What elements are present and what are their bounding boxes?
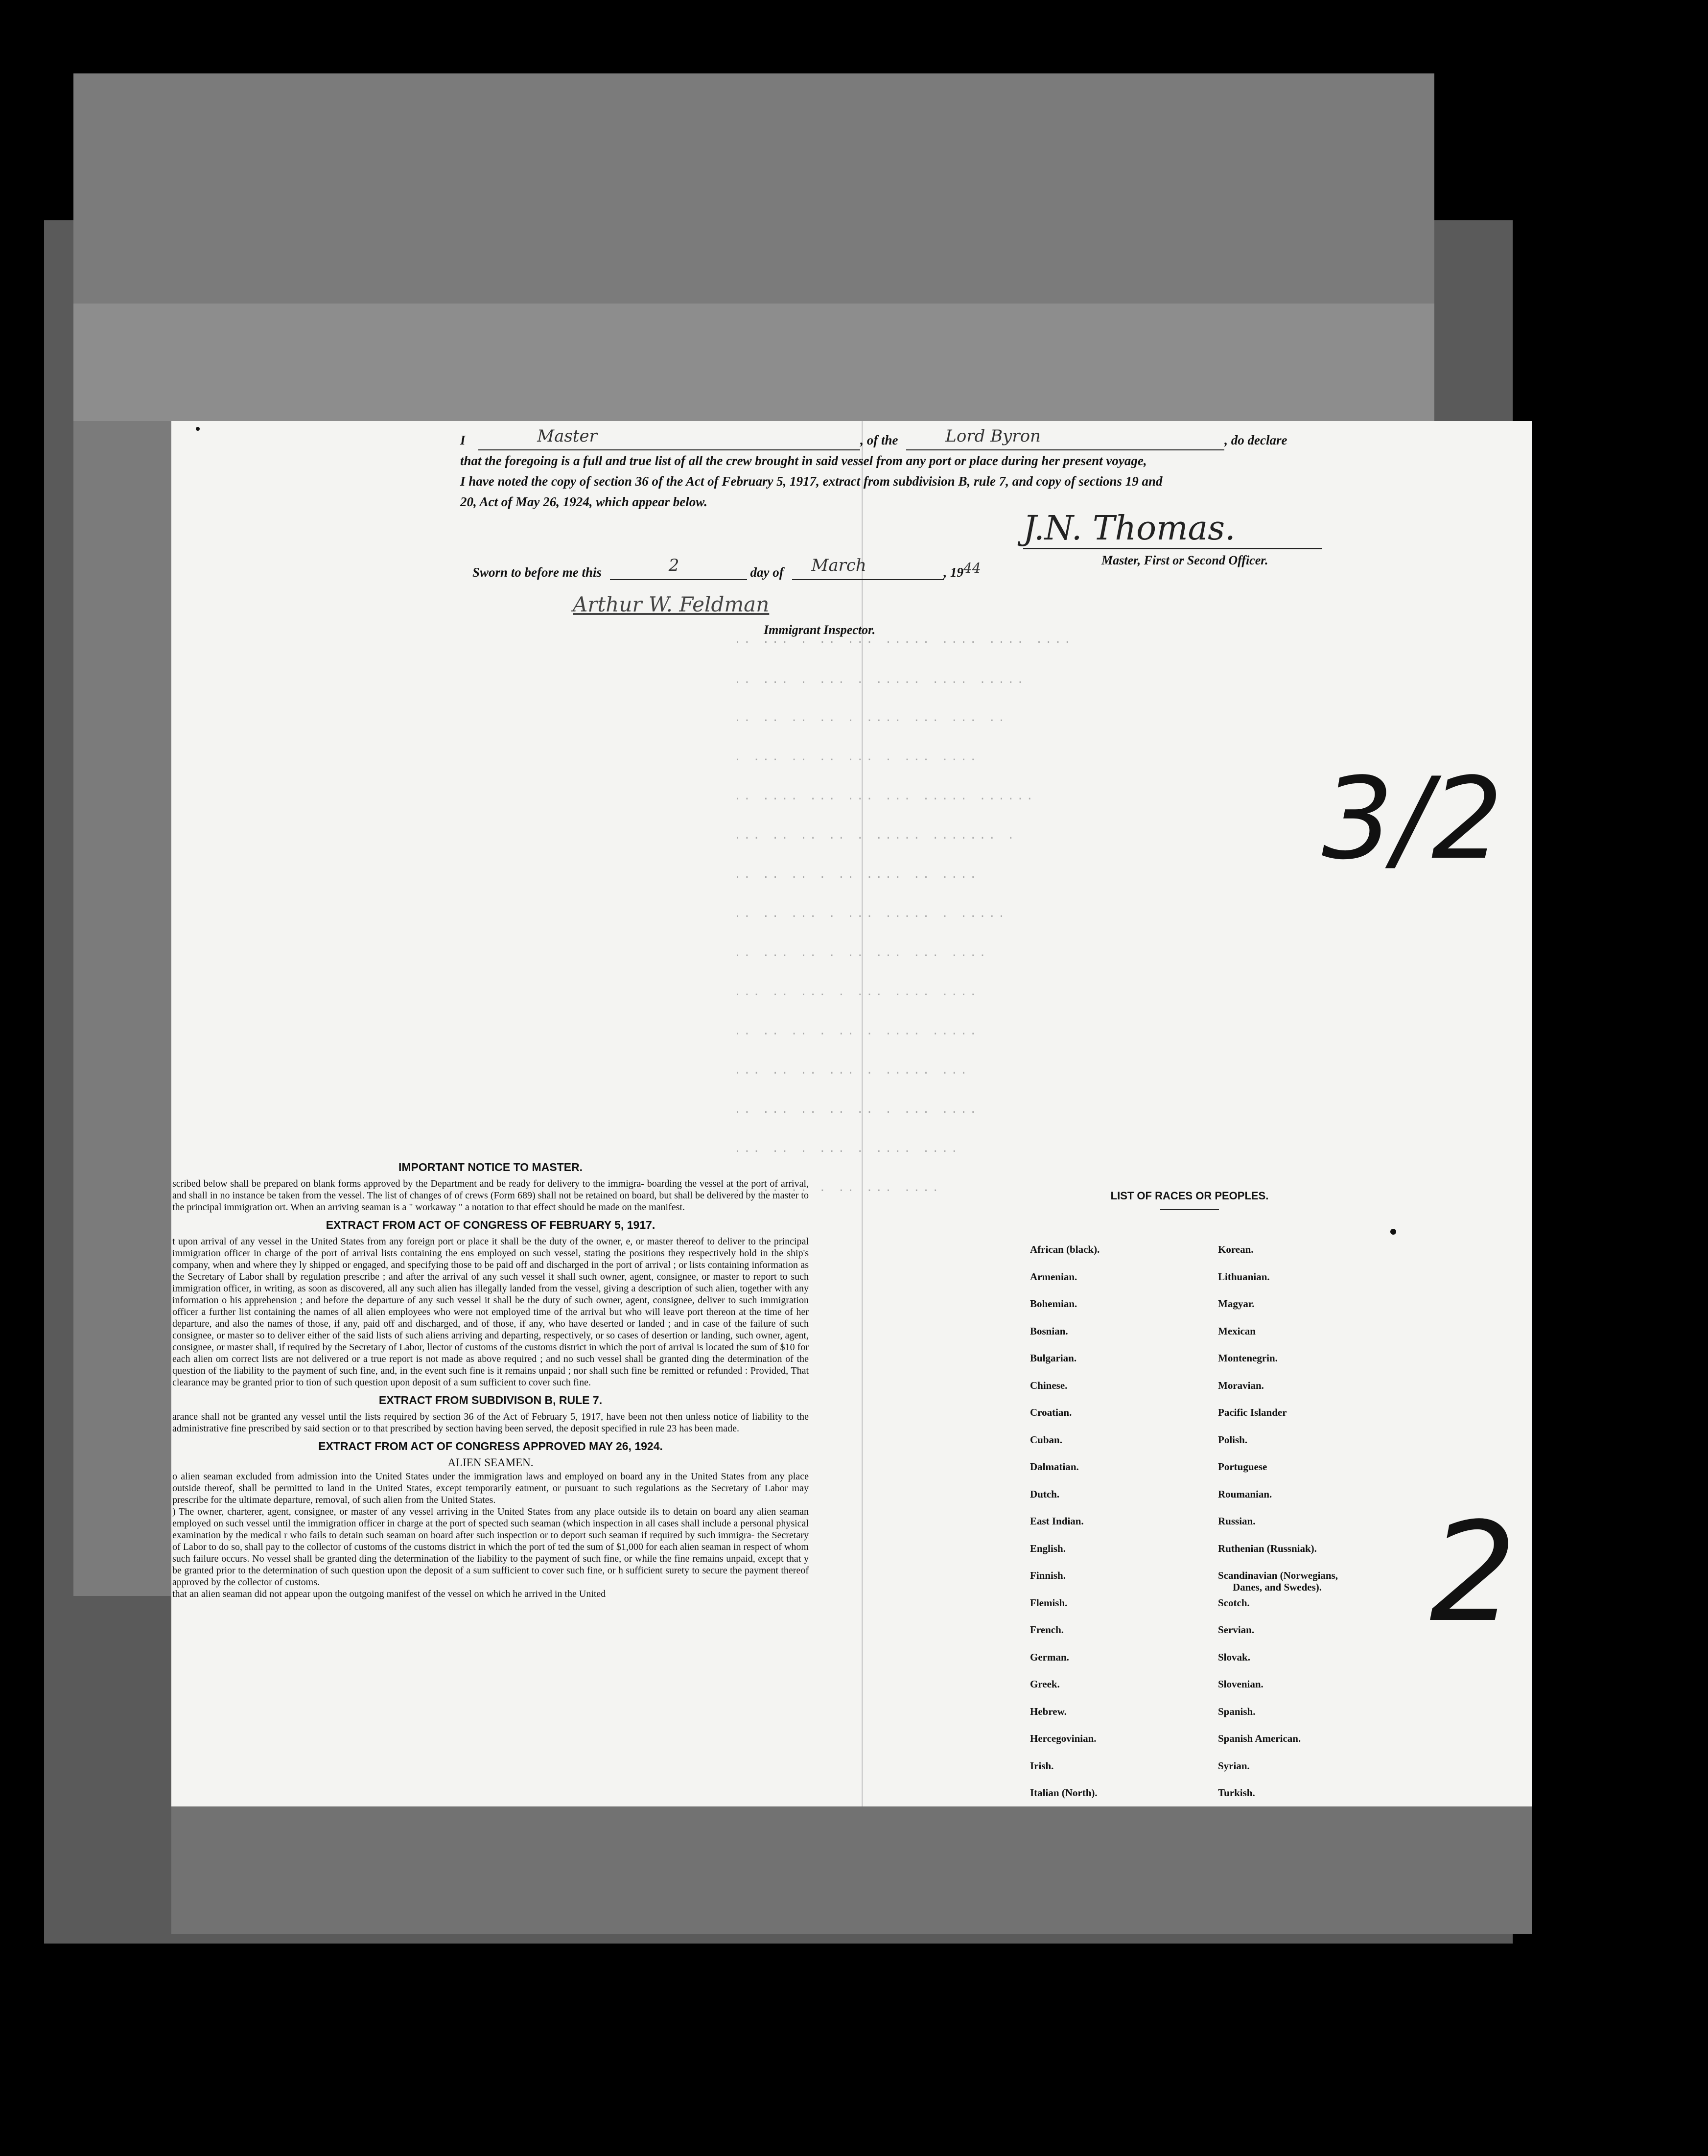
extract-1924-title: EXTRACT FROM ACT OF CONGRESS APPROVED MAY 26, 1924. [318,1440,663,1453]
race-right-item: Servian. [1218,1624,1255,1636]
race-left-item: Dalmatian. [1030,1461,1079,1473]
declaration-of: , of the [860,433,898,447]
race-right-item: Mexican [1218,1325,1256,1337]
bleed-through-line: ·· ·· ·· · ·· ··· ···· [734,1185,942,1197]
bleed-through-line: ··· ·· ··· · ··· ···· ···· [734,989,980,1001]
race-left-item: Greek. [1030,1678,1060,1690]
extract-1924-body-3: that an alien seaman did not appear upon the outgoing manifest of the vessel on which he arrived in the United [172,1589,606,1599]
bleed-through-line: ·· ··· · ·· ··· ····· ···· ···· ···· [734,636,1074,649]
alien-seamen-subtitle: ALIEN SEAMEN. [447,1456,534,1469]
binder-hole [1614,1401,1639,1427]
binder-hole [1614,866,1639,891]
inspector-caption: Immigrant Inspector. [764,623,876,637]
extract-rule7-title: EXTRACT FROM SUBDIVISON B, RULE 7. [378,1394,603,1406]
binder-hole [1614,1726,1639,1752]
race-right-item: Portuguese [1218,1461,1267,1473]
race-left-item: African (black). [1030,1243,1100,1255]
race-right-item: Ruthenian (Russniak). [1218,1542,1317,1554]
page-number-annotation: 3/2 [1322,754,1503,885]
top-backing-strip [73,304,1434,421]
race-left-item: Chinese. [1030,1379,1068,1391]
bleed-through-line: ··· ·· · ··· · ···· ···· [734,1146,960,1158]
race-right-item: Slovenian. [1218,1678,1263,1690]
notice-body: scribed below shall be prepared on blank forms approved by the Department and be ready for delivery to the immigra- boarding the vessel at the port of arrival, and shall in no instance be taken from the vessel. The list of changes of of crews (Form 689) shall not be retained on board, but shall be delivered by the master to the principal immigration ort. When an arriving seaman is a " workaway " a notation to that effect should be made on the manifest. [172,1178,809,1213]
declaration-prefix: I [460,433,466,447]
declaration [460,426,1322,512]
race-left-item: Finnish. [1030,1570,1066,1581]
race-left-item: Bohemian. [1030,1298,1077,1310]
race-right-item: Montenegrin. [1218,1352,1278,1364]
bleed-through-line: ··· ·· ·· ·· · ····· ······· · [734,832,1017,844]
race-right-item: Spanish American. [1218,1733,1301,1744]
bleed-through-line: ·· ···· ··· ··· ··· ····· ······ [734,793,1036,805]
sworn-year: 44 [963,560,981,576]
race-left-item: Bulgarian. [1030,1352,1077,1364]
bleed-through-line: · ··· ·· ·· ··· · ··· ···· [734,754,980,766]
vessel-handwritten: Lord Byron [945,426,1041,446]
declaration-line-3: I have noted the copy of section 36 of the Act of February 5, 1917, extract from subdivision B, rule 7, and copy of sections 19 and [460,474,1163,489]
notice-to-master [172,1155,809,1600]
race-right-item: Roumanian. [1218,1488,1272,1500]
master-caption: Master, First or Second Officer. [1101,553,1268,567]
races-title: LIST OF RACES OR PEOPLES. [1110,1190,1269,1202]
race-left-item: Hercegovinian. [1030,1733,1097,1744]
races-title-rule [1160,1209,1219,1210]
extract-rule7-body: arance shall not be granted any vessel until the lists required by section 36 of the Act of February 5, 1917, have been not then unless notice of liability to the administrative fine prescribed by said section or to that prescribed by section having been served, the deposit specified in rule 23 has been made. [172,1411,809,1434]
race-left-item: Hebrew. [1030,1705,1067,1717]
race-left-item: Croatian. [1030,1406,1072,1418]
declaration-line-1 [460,426,1322,450]
vessel-field [906,426,1224,450]
sworn-month-field [792,556,944,580]
bleed-through-line: ·· ·· ··· · ··· ····· · ····· [734,911,1008,923]
race-right-item: Korean. [1218,1243,1254,1255]
inspector-signature: Arthur W. Feldman [573,592,770,616]
binder-hole [1614,1318,1639,1343]
notice-title: IMPORTANT NOTICE TO MASTER. [398,1161,583,1173]
race-right-item: Moravian. [1218,1379,1264,1391]
race-right-item: Scandinavian (Norwegians, [1218,1570,1338,1581]
master-field [478,426,860,450]
race-left-item: Bosnian. [1030,1325,1068,1337]
race-left-item: East Indian. [1030,1515,1084,1527]
bleed-through-line: ·· ·· ·· · ·· · ···· ····· [734,1028,980,1040]
bleed-through-line: ··· ·· ·· ··· · ····· ··· [734,1067,970,1079]
declaration-suffix: , do declare [1224,433,1287,447]
race-right-item: Slovak. [1218,1651,1250,1663]
binder-hole [1614,781,1639,807]
bleed-through-line: ·· ··· · ··· · ····· ···· ····· [734,677,1027,689]
ink-dot [1390,1229,1396,1235]
extract-1924-body-1: o alien seaman excluded from admission into the United States under the immigration laws and employed on board any in the United States from any place outside thereof, shall be permitted to land in the United States, except temporarily eatment, or pursuant to such regulations as the Secretary of Labor may prescribe for the ultimate departure, removal, of such alien from the United States. [172,1471,809,1505]
bleed-through-line: ·· ·· ·· · ·· ···· ·· ···· [734,871,980,884]
race-left-item: Italian (North). [1030,1787,1098,1799]
races-list [1018,1190,1361,1799]
sworn-prefix: Sworn to before me this [472,565,602,580]
race-right-item: Pacific Islander [1218,1406,1287,1418]
sworn-year-prefix: , 19 [943,565,964,580]
sworn-day-of: day of [750,565,784,580]
binder-hole [1614,1645,1639,1670]
race-left-item: Flemish. [1030,1596,1068,1609]
sworn-day-field [610,556,747,580]
ink-dot [196,427,200,431]
side-number-annotation: 2 [1429,1493,1517,1653]
race-left-item: Dutch. [1030,1488,1060,1500]
race-left-item: Armenian. [1030,1270,1077,1283]
race-right-item: Scotch. [1218,1596,1250,1609]
bleed-through-line: ·· ·· ·· ·· · ···· ··· ··· ·· [734,715,1008,727]
race-right-item: Lithuanian. [1218,1270,1270,1283]
sworn-day: 2 [668,556,679,575]
bleed-through-line: ·· ··· ·· ·· ·· · ··· ···· [734,1106,980,1119]
sworn-month: March [811,556,866,575]
race-left-item: German. [1030,1651,1069,1663]
binder-hole [1614,545,1639,571]
extract-1917-title: EXTRACT FROM ACT OF CONGRESS OF FEBRUARY 5, 1917. [326,1219,655,1231]
binder-hole [1614,468,1639,493]
extract-1924-body-2: ) The owner, charterer, agent, consignee, or master of any vessel arriving in the United States from any place outside ils to detain on board any alien seaman employed on such vessel until the immigration officer in charge at the port of spected such seaman (which inspection in all cases shall include a personal physical examination by the medical r who fails to detain such seaman on board after such inspection or to deport such seaman if required by such immigra- the Secretary of Labor to do so, shall pay to the collector of customs of the customs district in which the port of ted the sum of $1,000 for each alien seaman in respect of whom such failure occurs. No vessel shall be granted ding the determination of the liability to the payment of such fine, or while the fine remains unpaid, except that y be granted prior to the determination of such question upon the deposit of a sum sufficient to cover such fine, or h sufficient surety to secure the payment thereof approved by the collector of customs. [172,1506,809,1588]
race-right-item: Polish. [1218,1433,1248,1446]
race-left-item: Cuban. [1030,1433,1062,1446]
race-right-item: Russian. [1218,1515,1256,1527]
race-left-item: French. [1030,1624,1064,1636]
bleed-through-line: ·· ··· ·· · ·· ··· ··· ···· [734,950,989,962]
race-right-item: Spanish. [1218,1705,1256,1717]
race-right-continuation: Danes, and Swedes). [1233,1581,1322,1593]
race-right-item: Syrian. [1218,1759,1250,1772]
declaration-line-2: that the foregoing is a full and true list of all the crew brought in said vessel from any port or place during her present voyage, [460,453,1147,468]
race-right-item: Magyar. [1218,1298,1255,1310]
bottom-backing-strip [171,1806,1532,1934]
master-signature: J.N. Thomas. [1023,509,1322,549]
sworn-line [472,556,981,580]
race-left-item: English. [1030,1542,1066,1554]
declaration-line-4: 20, Act of May 26, 1924, which appear below. [460,494,707,509]
master-handwritten: Master [537,426,597,446]
race-right-item: Turkish. [1218,1787,1255,1799]
race-left-item: Irish. [1030,1759,1054,1772]
extract-1917-body: t upon arrival of any vessel in the United States from any foreign port or place it shall be the duty of the owner, e, or master thereof to deliver to the principal immigration officer in charge of the port of arrival lists containing the ens employed on such vessel, stating the positions they respectively hold in the ship's company, when and where they ly shipped or engaged, and specifying those to be paid off and discharged in the port of arrival ; or lists containing information as the Secretary of Labor shall by regulation prescribe ; and after the arrival of any such vessel it shall such owner, agent, consignee, or master to report to such immigration officer, in writing, as soon as discovered, all any such alien has illegally landed from the vessel, giving a description of such alien, together with any information o his apprehension ; and before the departure of any such vessel it shall be the duty of such owner, agent, consignee, deliver to such immigration officer a further list containing the names of all alien employees who were not employed time of the arrival but who will leave port thereon at the time of her departure, and also the names of those, if any, paid off and discharged, and of those, if any, who have deserted or landed ; and in case of the failure of such consignee, or master so to deliver either of the said lists of such aliens arriving and departing, respectively, or so cases of desertion or landing, such owner, agent, consignee, or master shall, if required by the Secretary of Labor, llector of customs of the customs district in which the port of arrival is located the sum of $10 for each alien om correct lists are not delivered or a true report is not made as above required ; and no such vessel shall be granted ding the determination of the question of the liability to the payment of such fine, and, in the event such fine is it remains unpaid ; nor shall such fine be remitted or refunded : Provided, That clearance may be granted prior to tion of such question upon deposit of a sum sufficient to cover such fine. [172,1236,809,1388]
